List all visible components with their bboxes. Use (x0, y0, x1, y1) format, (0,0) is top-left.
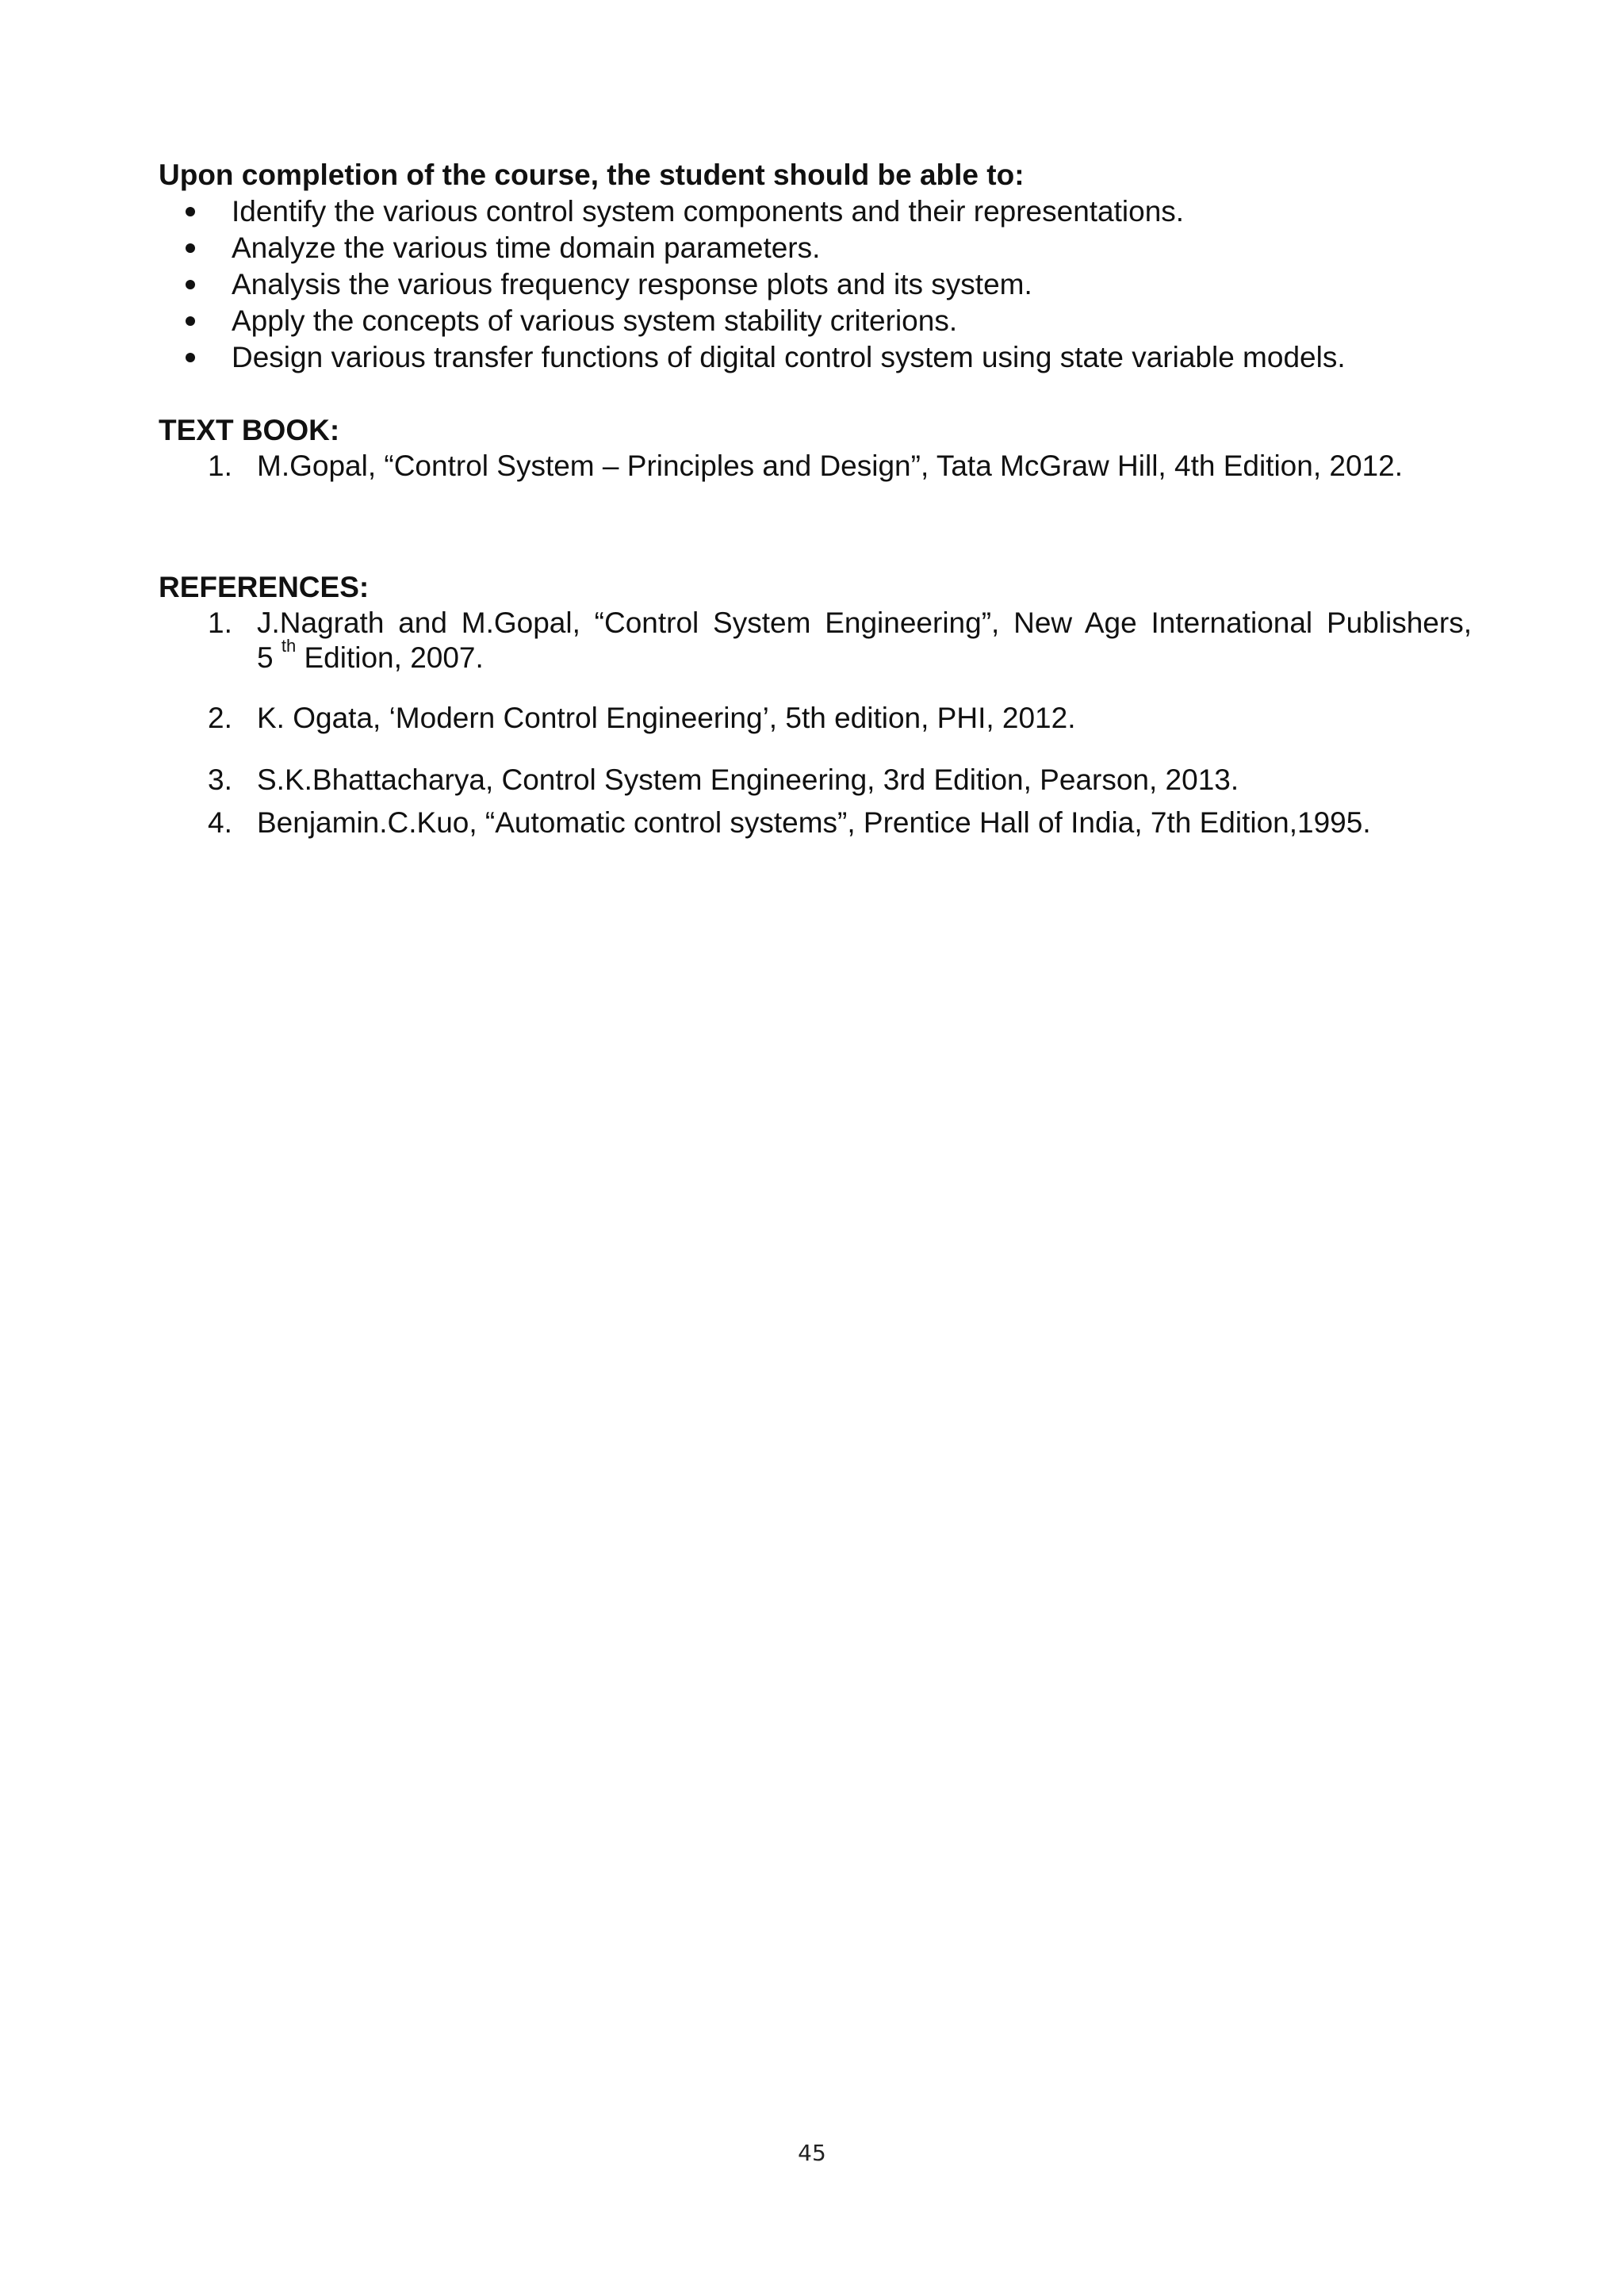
ordinal-superscript: th (281, 636, 297, 656)
reference-citation: J.Nagrath and M.Gopal, “Control System Engineering”, New Age International Publishers, (257, 607, 1472, 639)
reference-citation-continued (257, 636, 484, 675)
outcome-item (159, 339, 1346, 376)
bullet-icon (186, 316, 195, 326)
list-number: 1. (208, 450, 232, 482)
page-number: 45 (798, 2140, 826, 2166)
bullet-icon (186, 280, 195, 289)
edition-number: 5 (257, 641, 282, 674)
outcome-text: Analysis the various frequency response plots and its system. (232, 268, 1032, 300)
bullet-icon (186, 353, 195, 362)
outcome-item (159, 230, 1346, 266)
outcome-item (159, 193, 1346, 230)
reference-citation: K. Ogata, ‘Modern Control Engineering’, 5th edition, PHI, 2012. (257, 702, 1076, 734)
outcome-text: Analyze the various time domain parameters. (232, 232, 821, 264)
outcomes-list (159, 193, 1346, 376)
list-number: 4. (208, 806, 232, 839)
outcome-item (159, 303, 1346, 339)
list-number: 1. (208, 607, 232, 639)
outcome-text: Identify the various control system components and their representations. (232, 195, 1185, 228)
list-number: 2. (208, 702, 232, 734)
list-number: 3. (208, 763, 232, 796)
outcomes-heading: Upon completion of the course, the student should be able to: (159, 159, 1025, 191)
text-book-heading: TEXT BOOK: (159, 414, 340, 446)
edition-year: Edition, 2007. (296, 641, 484, 674)
reference-citation: Benjamin.C.Kuo, “Automatic control systems”, Prentice Hall of India, 7th Edition,1995. (257, 806, 1371, 839)
outcome-text: Apply the concepts of various system stability criterions. (232, 304, 958, 337)
outcome-text: Design various transfer functions of digital control system using state variable models. (232, 341, 1346, 373)
outcome-item (159, 266, 1346, 303)
references-heading: REFERENCES: (159, 571, 370, 603)
bullet-icon (186, 243, 195, 253)
reference-citation: S.K.Bhattacharya, Control System Engineering, 3rd Edition, Pearson, 2013. (257, 763, 1239, 796)
bullet-icon (186, 207, 195, 216)
text-book-citation: M.Gopal, “Control System – Principles and Design”, Tata McGraw Hill, 4th Edition, 2012. (257, 450, 1403, 482)
